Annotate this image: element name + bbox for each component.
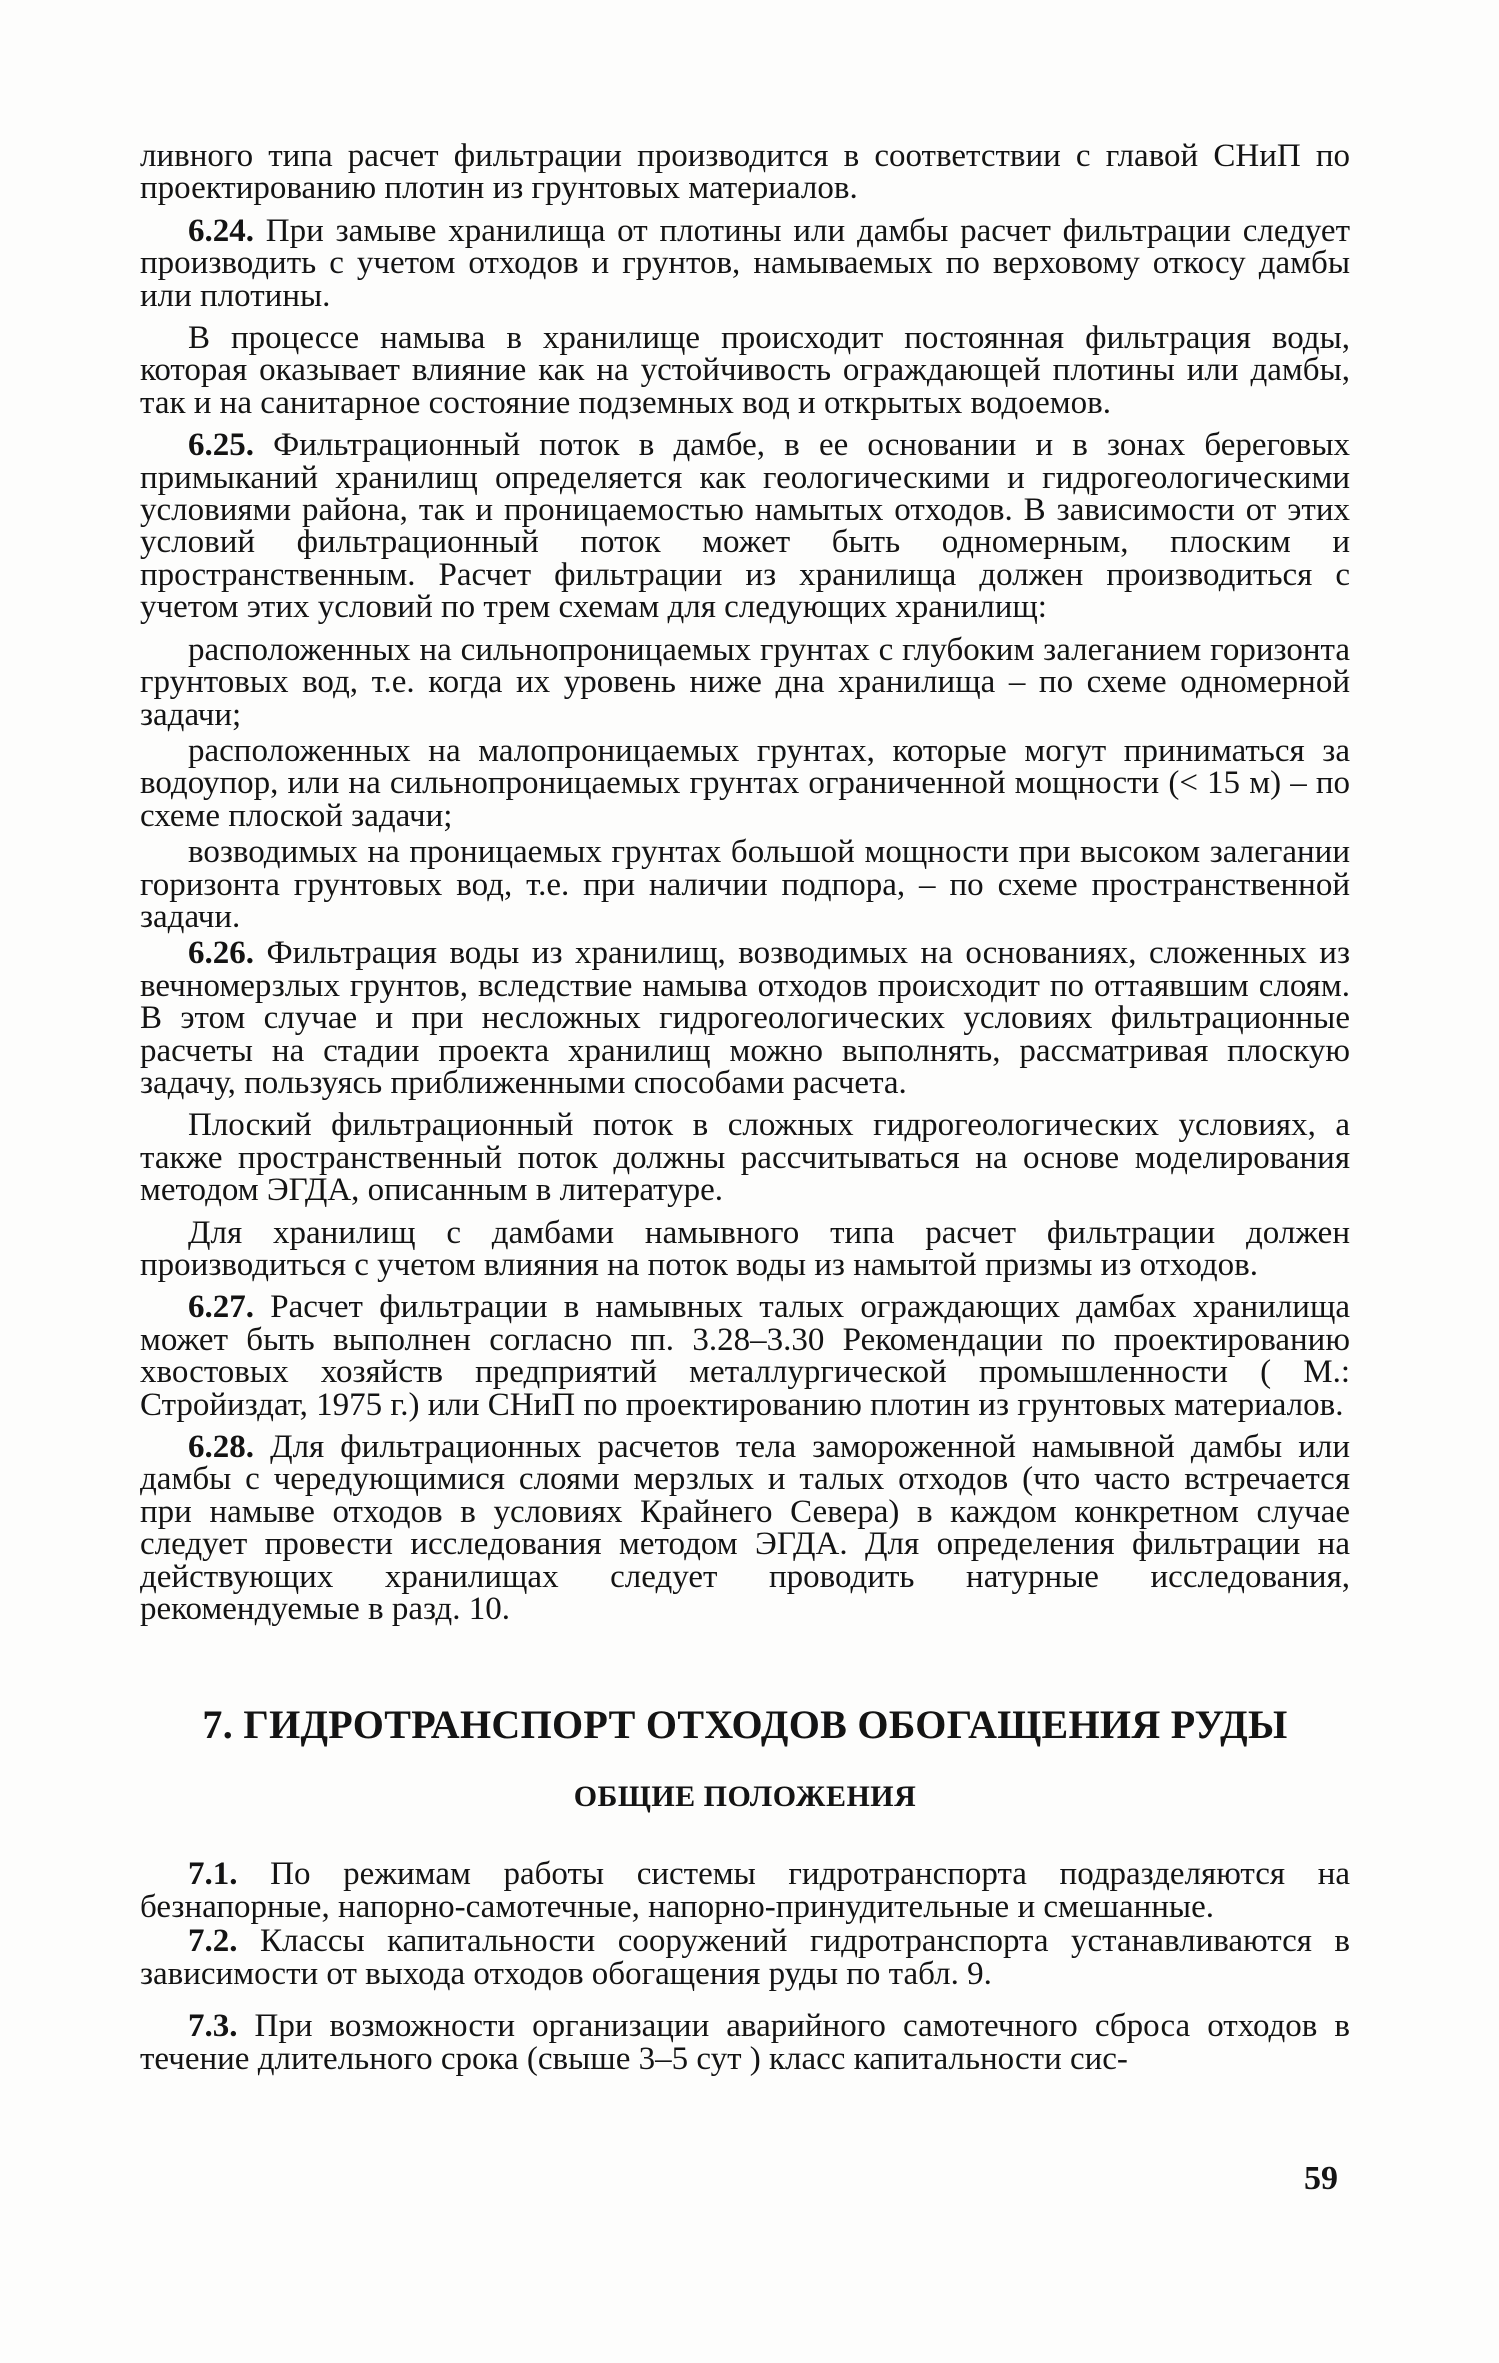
clause-number: 7.3. (188, 2008, 238, 2045)
section-subtitle: ОБЩИЕ ПОЛОЖЕНИЯ (573, 1780, 917, 1814)
page-number: 59 (1304, 2160, 1338, 2197)
paragraph-egda-modelling (140, 1107, 1350, 1209)
clause-6-27 (140, 1291, 1350, 1421)
clause-text: По режимам работы системы гидротранспорта подразделяются на безнапорные, напорно-самотечные, напорно-принудительные и смешанные. (140, 1856, 1350, 1925)
clause-6-26 (140, 937, 1350, 1099)
clause-number: 6.24. (188, 212, 254, 249)
list-item-plane (140, 732, 1350, 834)
clause-text: При замыве хранилища от плотины или дамбы расчет фильтрации следует производить с учетом отходов и грунтов, намываемых по верховому откосу дамбы или плотины. (140, 212, 1350, 314)
clause-text: Фильтрация воды из хранилищ, возводимых на основаниях, сложенных из вечномерзлых грунтов, вследствие намыва отходов происходит по оттаявшим слоям. В этом случае и при несложных гидрогеологических условиях фильтрационные расчеты на стадии проекта хранилищ можно выполнять, рассматривая плоскую задачу, пользуясь приближенными способами расчета. (140, 935, 1350, 1101)
clause-text: При возможности организации аварийного самотечного сброса отходов в течение длительного срока (свыше 3–5 сут ) класс капитальности сис- (140, 2008, 1350, 2077)
clause-6-24 (140, 212, 1350, 314)
section-title: 7. ГИДРОТРАНСПОРТ ОТХОДОВ ОБОГАЩЕНИЯ РУДЫ (202, 1702, 1288, 1748)
paragraph-text: Плоский фильтрационный поток в сложных гидрогеологических условиях, а также пространственный поток должны рассчитываться на основе моделирования методом ЭГДА, описанным в литературе. (140, 1107, 1350, 1209)
clause-7-3 (140, 2010, 1350, 2075)
paragraph-filtration-impact (140, 322, 1350, 419)
paragraph-text: В процессе намыва в хранилище происходит постоянная фильтрация воды, которая оказывает влияние как на устойчивость ограждающей плотины или дамбы, так и на санитарное состояние подземных вод и открытых водоемов. (140, 320, 1350, 421)
clause-text: Для фильтрационных расчетов тела замороженной намывной дамбы или дамбы с чередующимися слоями мерзлых и талых отходов (что часто встречается при намыве отходов в условиях Крайнего Севера) в каждом конкретном случае следует провести исследования методом ЭГДА. Для определения фильтрации на действующих хранилищах следует проводить натурные исследования, рекомендуемые в разд. 10. (140, 1429, 1350, 1628)
clause-text: Расчет фильтрации в намывных талых ограждающих дамбах хранилища может быть выполнен согласно пп. 3.28–3.30 Рекомендации по проектированию хвостовых хозяйств предприятий металлургической промышленности ( М.: Стройиздат, 1975 г.) или СНиП по проектированию плотин из грунтовых материалов. (140, 1289, 1350, 1423)
clause-number: 6.27. (188, 1289, 254, 1326)
paragraph-continuation (140, 140, 1350, 205)
paragraph-text: Для хранилищ с дамбами намывного типа расчет фильтрации должен производиться с учетом влияния на поток воды из намытой призмы из отходов. (140, 1214, 1350, 1283)
clause-6-25 (140, 427, 1350, 626)
clause-6-28 (140, 1429, 1350, 1628)
list-item-text: расположенных на сильнопроницаемых грунтах с глубоким залеганием горизонта грунтовых вод, т.е. когда их уровень ниже дна хранилища – по схеме одномерной задачи; (140, 631, 1350, 733)
list-item-one-dimensional (140, 631, 1350, 733)
clause-number: 7.2. (188, 1923, 238, 1960)
clause-number: 6.26. (188, 935, 254, 972)
clause-text: Классы капитальности сооружений гидротранспорта устанавливаются в зависимости от выхода отходов обогащения руды по табл. 9. (140, 1923, 1350, 1992)
list-item-text: возводимых на проницаемых грунтах большой мощности при высоком залегании горизонта грунтовых вод, т.е. при наличии подпора, – по схеме пространственной задачи. (140, 834, 1350, 935)
paragraph-text: ливного типа расчет фильтрации производится в соответствии с главой СНиП по проектированию плотин из грунтовых материалов. (140, 138, 1350, 207)
clause-number: 7.1. (188, 1856, 238, 1893)
clause-7-2 (140, 1925, 1350, 1990)
clause-text: Фильтрационный поток в дамбе, в ее основании и в зонах береговых примыканий хранилищ определяется как геологическими и гидрогеологическими условиями района, так и проницаемостью намытых отходов. В зависимости от этих условий фильтрационный поток может быть одномерным, плоским и пространственным. Расчет фильтрации из хранилища должен производиться с учетом этих условий по трем схемам для следующих хранилищ: (140, 427, 1350, 626)
clause-number: 6.28. (188, 1429, 254, 1466)
clause-7-1 (140, 1858, 1350, 1923)
list-item-text: расположенных на малопроницаемых грунтах, которые могут приниматься за водоупор, или на сильнопроницаемых грунтах ограниченной мощности (< 15 м) – по схеме плоской задачи; (140, 732, 1350, 834)
paragraph-alluvial-dams (140, 1214, 1350, 1283)
page-body (140, 140, 1350, 2085)
clause-number: 6.25. (188, 427, 254, 464)
list-item-spatial (140, 836, 1350, 933)
